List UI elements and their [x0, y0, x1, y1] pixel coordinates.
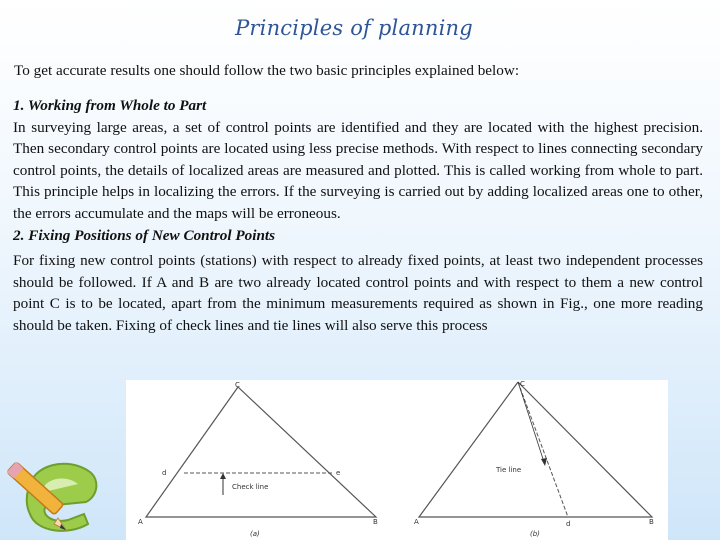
- figure-a-arrow-head: [220, 473, 226, 479]
- figure-b-arrow-shaft: [518, 382, 544, 462]
- figure-a-check-line-label: Check line: [232, 483, 269, 491]
- slide-title: Principles of planning: [235, 16, 473, 40]
- figure-b-label-c: C: [520, 380, 525, 388]
- figure-b-label-d: d: [566, 520, 571, 528]
- figure-b-triangle: [419, 382, 652, 517]
- section-2-heading: 2. Fixing Positions of New Control Points: [13, 226, 276, 244]
- figure-a-caption: (a): [250, 530, 260, 538]
- figure-b-arrow-head: [541, 458, 547, 466]
- pencil-logo-icon: [6, 452, 106, 534]
- figure-a-label-e: e: [336, 469, 341, 477]
- figure-a-label-d: d: [162, 469, 167, 477]
- figure-b-tie-line-label: Tie line: [496, 466, 522, 474]
- figure-a-label-c: C: [235, 381, 240, 389]
- intro-text: To get accurate results one should follow the two basic principles explained below:: [14, 62, 520, 79]
- figure-b-tie-line: [518, 382, 568, 517]
- figure-a-label-b: B: [373, 518, 378, 526]
- figure-panel: [126, 380, 668, 540]
- section-2-paragraph: For fixing new control points (stations) with respect to already fixed points, at least two independent processes should be followed. If A and B are two already located control points and with respect to them a new control point C is to be located, apart from the minimum measurements required as shown in Fig., one more reading should be taken. Fixing of check lines and tie lines will also serve this process: [13, 252, 703, 334]
- survey-figures: [126, 380, 668, 540]
- figure-b-label-b: B: [649, 518, 654, 526]
- figure-a: [138, 381, 378, 538]
- figure-b-caption: (b): [530, 530, 540, 538]
- figure-b: [414, 380, 654, 538]
- figure-b-label-a: A: [414, 518, 419, 526]
- body-text: [13, 95, 703, 337]
- section-1-heading: 1. Working from Whole to Part: [13, 97, 207, 114]
- figure-a-label-a: A: [138, 518, 143, 526]
- figure-a-triangle: [146, 387, 376, 517]
- section-1-paragraph: In surveying large areas, a set of control points are identified and they are located with the highest precision. Then secondary control points are located using less precise methods. With respect to lines connecting secondary control points, the details of localized areas are measured and plotted. This is called working from whole to part. This principle helps in localizing the errors. If the surveying is carried out by adding localized areas one to other, the errors accumulate and the maps will be erroneous.: [13, 118, 703, 222]
